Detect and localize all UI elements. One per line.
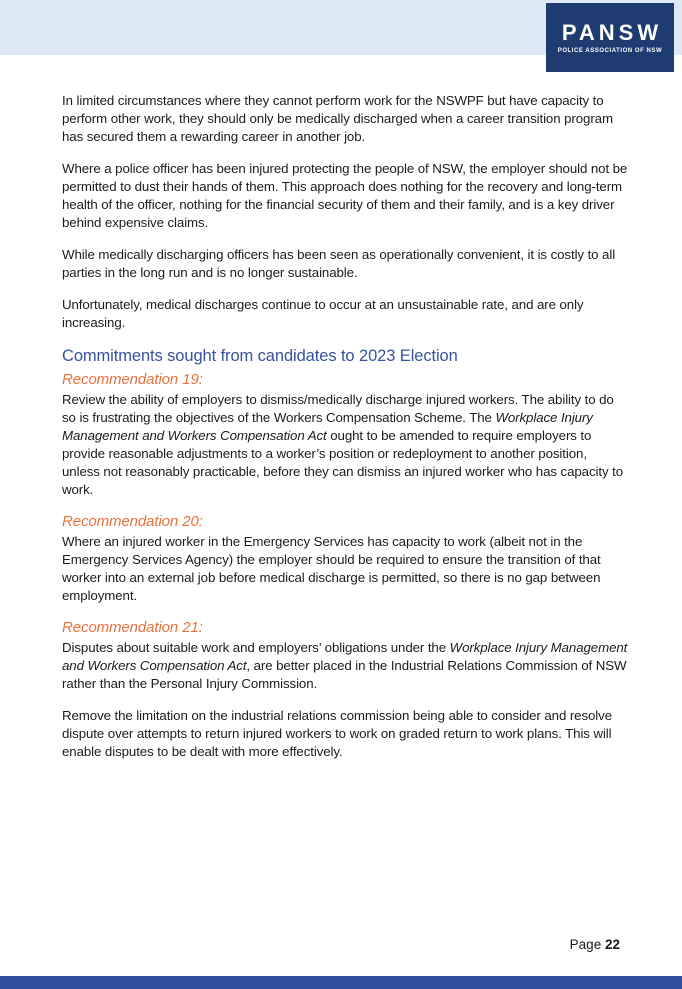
- text-run: , are better placed in the Industrial Relations Commission of NSW rather than the Personal Injury Commission.: [62, 658, 627, 691]
- page-label: Page: [569, 937, 602, 952]
- text-run: Disputes about suitable work and employers’ obligations under the: [62, 640, 450, 655]
- page-number: [570, 937, 620, 952]
- recommendation-19-label: Recommendation 19:: [62, 371, 203, 388]
- paragraph-2: Where a police officer has been injured protecting the people of NSW, the employer should not be permitted to dust their hands of them. This approach does nothing for the recovery and long-term health of the officer, nothing for the financial security of them and their family, and is a key driver behind expensive claims.: [62, 161, 628, 230]
- act-title-italic: Workplace Injury Management and Workers Compensation Act: [62, 640, 628, 673]
- page-number-value: 22: [604, 937, 620, 952]
- section-heading: Commitments sought from candidates to 2023 Election: [62, 347, 458, 365]
- recommendation-21-body: [62, 639, 628, 693]
- paragraph-4: Unfortunately, medical discharges continue to occur at an unsustainable rate, and are only increasing.: [62, 297, 584, 330]
- paragraph-3: While medically discharging officers has been seen as operationally convenient, it is costly to all parties in the long run and is no longer sustainable.: [62, 247, 616, 280]
- recommendation-20-body: [62, 533, 628, 605]
- logo-title: PANSW: [561, 19, 663, 45]
- text-run: Review the ability of employers to dismiss/medically discharge injured workers. The ability to do so is frustrating the objectives of the Workers Compensation Scheme. The: [62, 392, 614, 425]
- act-title-italic: Workplace Injury Management and Workers Compensation Act: [62, 410, 593, 443]
- recommendation-20-label: Recommendation 20:: [62, 513, 203, 530]
- pansw-logo: [546, 3, 674, 72]
- logo-subtitle: POLICE ASSOCIATION OF NSW: [557, 47, 663, 54]
- text-run: ought to be amended to require employers to provide reasonable adjustments to a worker’s position or redeployment to another position, unless not reasonably practicable, before they can dismiss an injured worker who has capacity to work.: [62, 428, 623, 497]
- paragraph-1: In limited circumstances where they cannot perform work for the NSWPF but have capacity to perform other work, they should only be medically discharged when a career transition program has secured them a rewarding career in another job.: [62, 93, 613, 144]
- text-run: Where an injured worker in the Emergency Services has capacity to work (albeit not in the Emergency Services Agency) the employer should be required to ensure the transition of that worker into an external job before medical discharge is permitted, so there is no gap between employment.: [62, 534, 601, 603]
- footer-bar: [0, 976, 682, 989]
- recommendation-19-body: [62, 391, 628, 499]
- page-content: [62, 92, 628, 775]
- recommendation-21-label: Recommendation 21:: [62, 619, 203, 636]
- closing-paragraph: Remove the limitation on the industrial relations commission being able to consider and resolve dispute over attempts to return injured workers to work on graded return to work plans. This will enable disputes to be dealt with more effectively.: [62, 708, 613, 759]
